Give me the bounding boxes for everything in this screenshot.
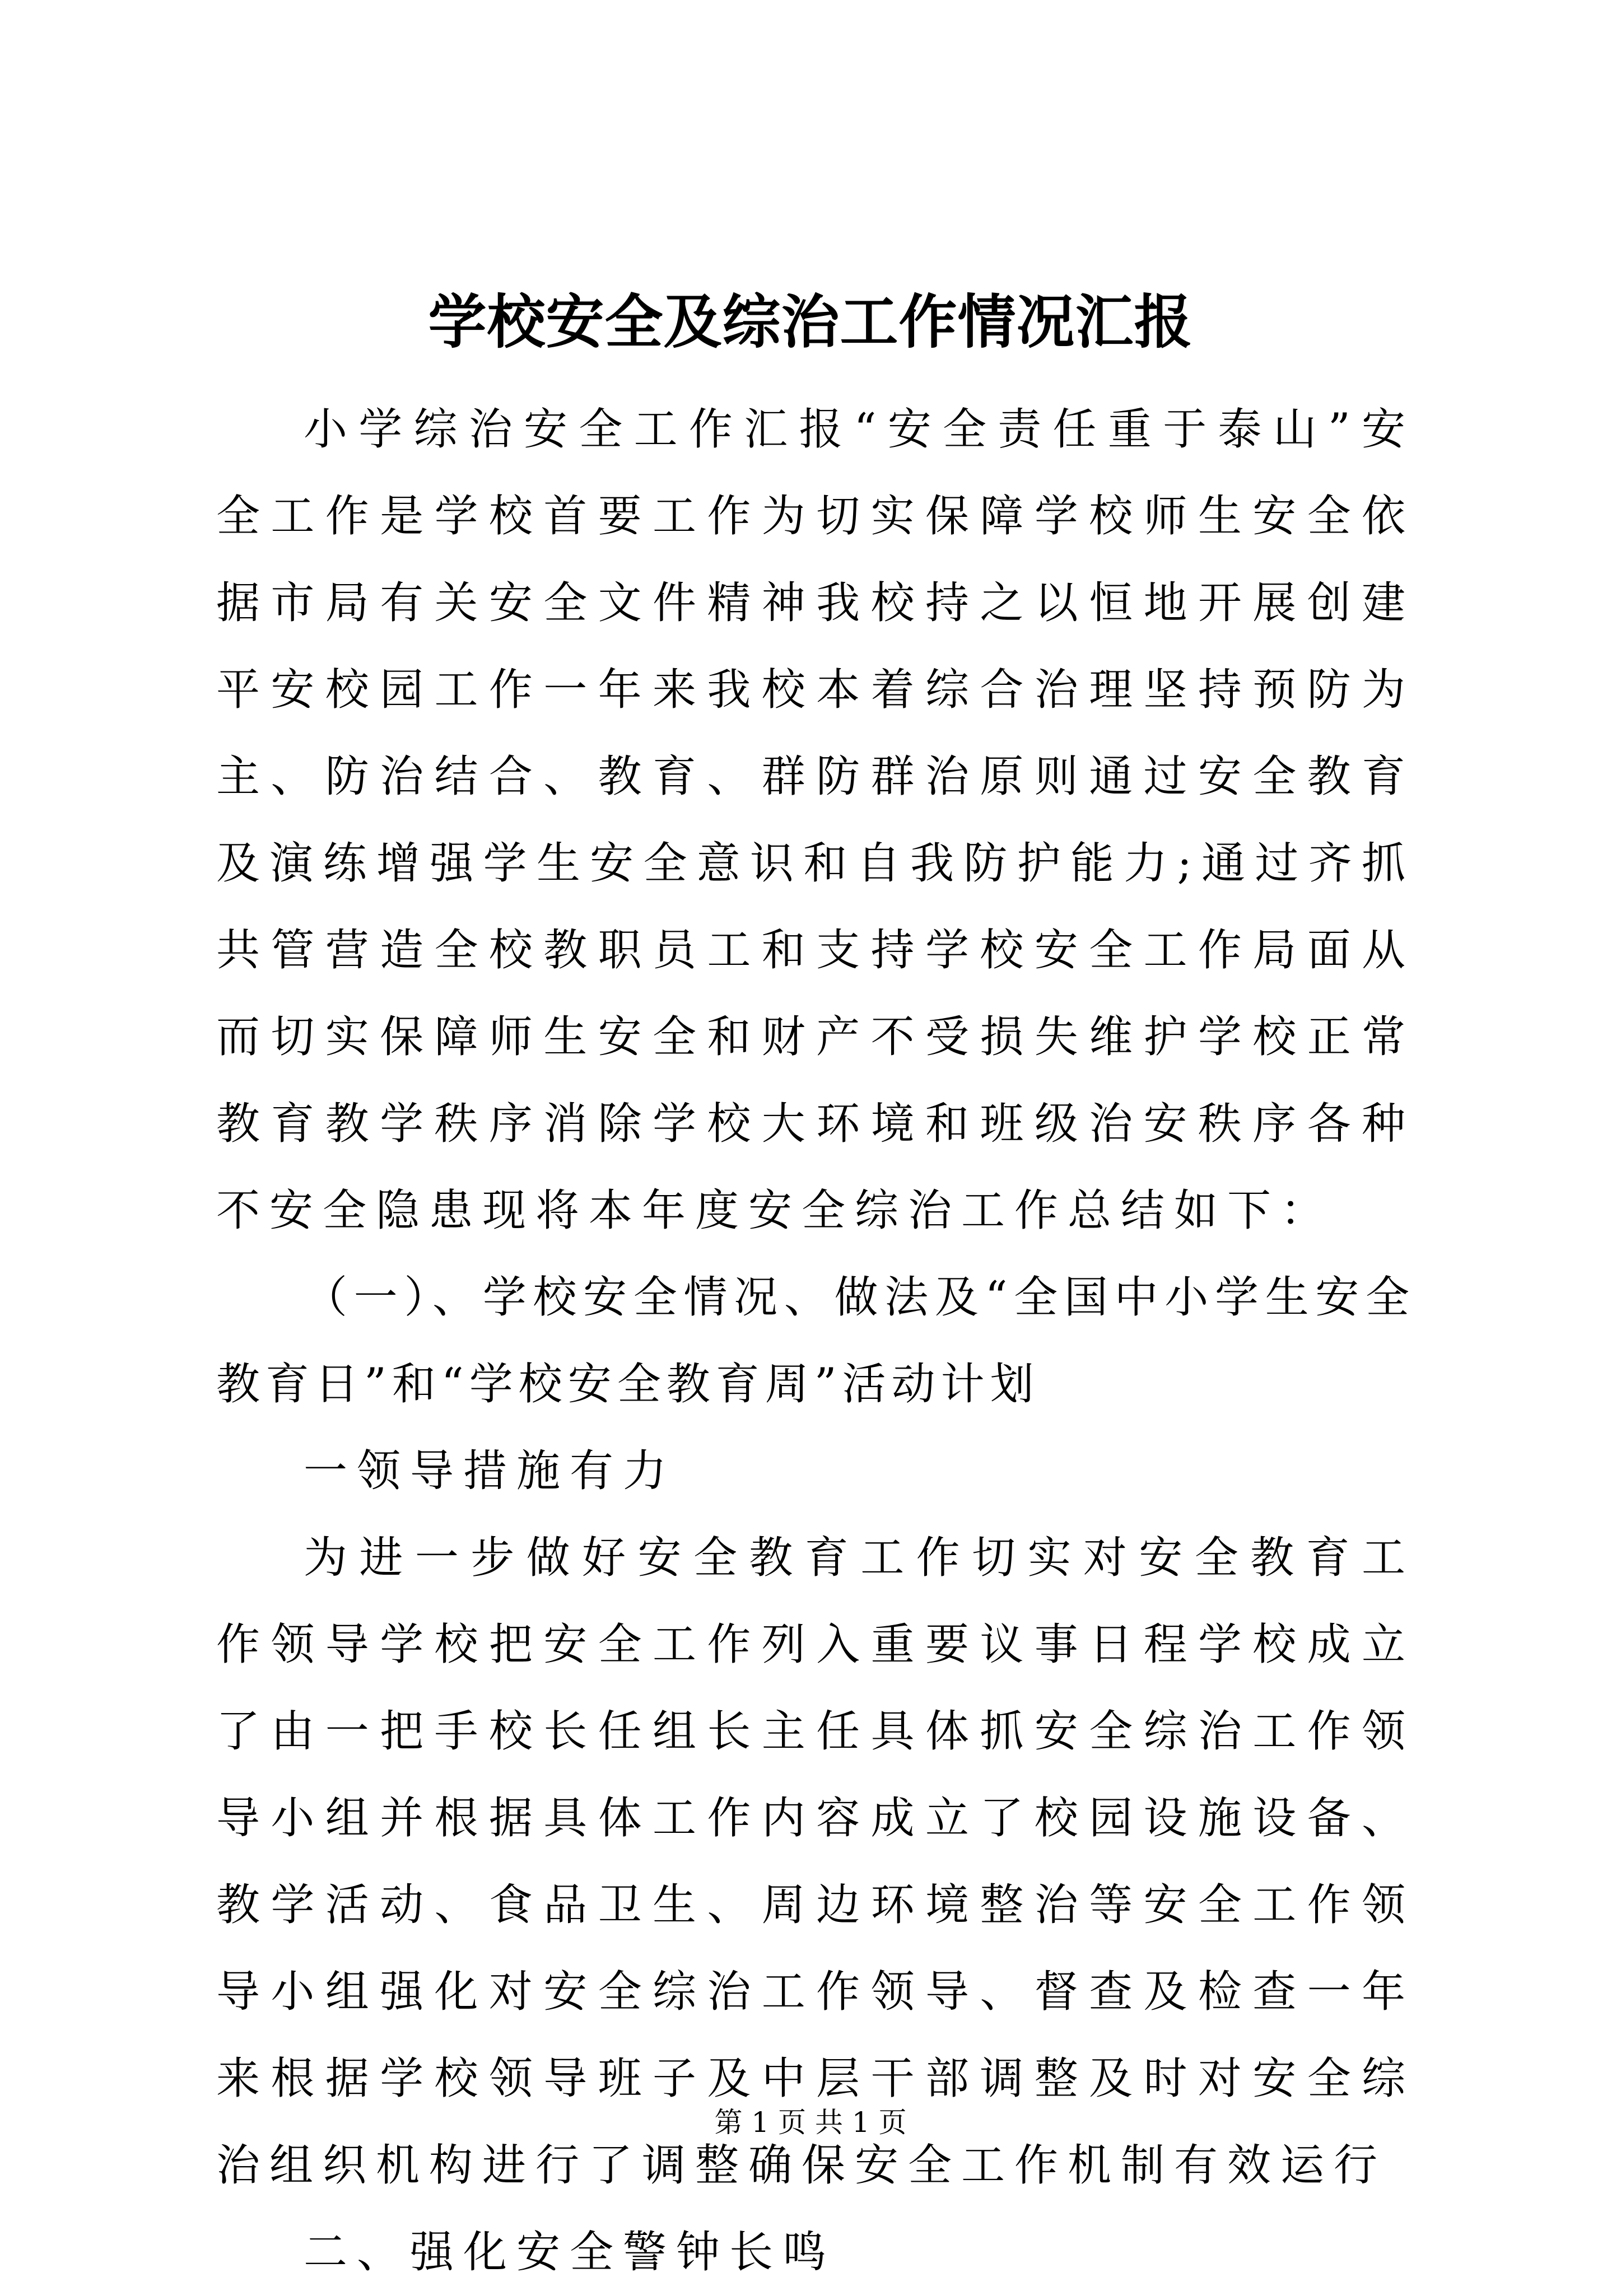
document-body [216,386,1415,2296]
page-footer: 第 1 页 共 1 页 [714,2106,907,2139]
paragraph-intro: 小学综治安全工作汇报“安全责任重于泰山”安全工作是学校首要工作为切实保障学校师生安全依据市局有关安全文件精神我校持之以恒地开展创建平安校园工作一年来我校本着综合治理坚持预防为主、防治结合、教育、群防群治原则通过安全教育及演练增强学生安全意识和自我防护能力;通过齐抓共管营造全校教职员工和支持学校安全工作局面从而切实保障师生安全和财产不受损失维护学校正常教育教学秩序消除学校大环境和班级治安秩序各种不安全隐患现将本年度安全综治工作总结如下： [216,404,1415,1236]
document-title: 学校安全及综治工作情况汇报 [428,287,1193,356]
subheading-safety-alarm: 二、强化安全警钟长鸣 [304,2227,836,2278]
subheading-leadership: 一领导措施有力 [304,1446,677,1496]
paragraph-leadership: 为进一步做好安全教育工作切实对安全教育工作领导学校把安全工作列入重要议事日程学校成立了由一把手校长任组长主任具体抓安全综治工作领导小组并根据具体工作内容成立了校园设施设备、教学活动、食品卫生、周边环境整治等安全工作领导小组强化对安全综治工作领导、督查及检查一年来根据学校领导班子及中层干部调整及时对安全综治组织机构进行了调整确保安全工作机制有效运行 [216,1533,1415,2191]
section-heading-1: （一）、学校安全情况、做法及“全国中小学生安全教育日”和“学校安全教育周”活动计划 [216,1272,1415,1410]
